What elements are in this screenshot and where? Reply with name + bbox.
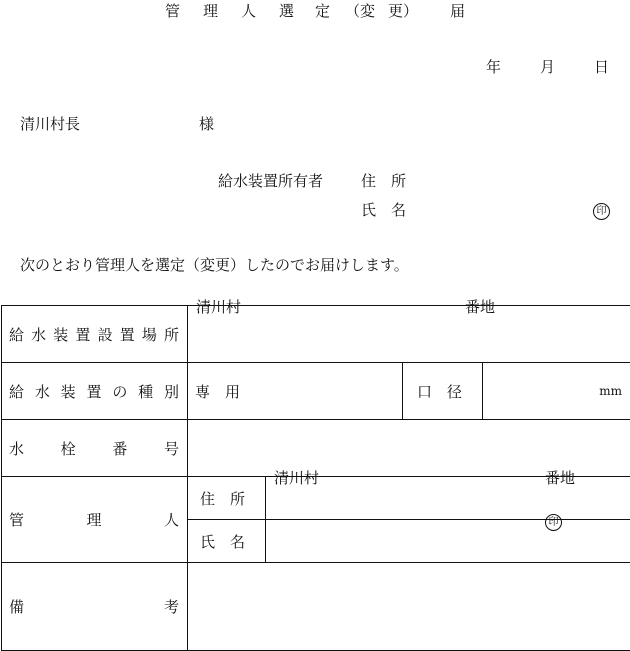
table-row: [2, 563, 630, 651]
table-row: [2, 306, 630, 363]
label-char: 人: [164, 509, 179, 530]
label-cell: [2, 420, 188, 477]
banchi-text: 番地: [465, 296, 495, 317]
village-text: 清川村: [196, 296, 241, 317]
label-char: 管: [9, 509, 24, 530]
label-cell: [2, 477, 188, 563]
manager-name-label-cell: [188, 520, 266, 563]
label-cell: [2, 363, 188, 420]
label-char: 場: [142, 324, 157, 345]
title-char: 更）: [388, 0, 418, 21]
installation-location-field[interactable]: [188, 306, 630, 363]
faucet-number-label: [2, 438, 187, 459]
manager-address-label: 住 所: [200, 490, 245, 508]
date-day: 日: [594, 56, 609, 77]
application-form-table: [1, 305, 630, 651]
owner-address-label: 住 所: [361, 170, 406, 191]
label-cell: [2, 306, 188, 363]
date-month: 月: [540, 56, 555, 77]
diameter-unit: mm: [599, 384, 622, 398]
label-char: 理: [86, 509, 101, 530]
title-char: 定: [315, 0, 330, 21]
label-char: 所: [164, 324, 179, 345]
title-char: 選: [279, 0, 294, 21]
label-char: 別: [164, 381, 179, 402]
label-char: 給: [9, 324, 24, 345]
label-char: 給: [9, 381, 24, 402]
label-char: 考: [164, 596, 179, 617]
label-char: 栓: [61, 438, 76, 459]
title-char: （変: [345, 0, 375, 21]
device-type-field[interactable]: [188, 363, 403, 420]
table-row: [2, 363, 630, 420]
label-char: 装: [53, 324, 68, 345]
seal-mark: 印: [545, 514, 562, 531]
addressee-name: 清川村長: [20, 113, 80, 134]
date-year: 年: [486, 56, 501, 77]
label-char: 装: [61, 381, 76, 402]
label-char: 設: [98, 324, 113, 345]
label-char: 置: [75, 324, 90, 345]
table-row: [2, 477, 630, 520]
manager-label: [2, 509, 187, 530]
title-char: 人: [241, 0, 256, 21]
device-type-value: 専 用: [195, 383, 240, 401]
manager-seal: [545, 511, 562, 531]
owner-name-label: 氏 名: [361, 199, 406, 220]
label-char: 置: [120, 324, 135, 345]
seal-mark: 印: [593, 203, 610, 220]
label-char: 水: [35, 381, 50, 402]
manager-address-field[interactable]: [266, 477, 630, 520]
addressee-honorific: 様: [199, 113, 214, 134]
label-cell: [2, 563, 188, 651]
manager-name-field[interactable]: [266, 520, 630, 563]
banchi-text: 番地: [545, 467, 575, 488]
manager-address-label-cell: [188, 477, 266, 520]
label-char: 置: [86, 381, 101, 402]
owner-seal: [593, 200, 610, 220]
label-char: 水: [9, 438, 24, 459]
intro-text: 次のとおり管理人を選定（変更）したのでお届けします。: [20, 254, 409, 275]
label-char: 号: [164, 438, 179, 459]
label-char: 水: [31, 324, 46, 345]
manager-name-label: 氏 名: [200, 533, 245, 551]
installation-location-label: [2, 324, 187, 345]
label-char: の: [112, 381, 127, 402]
label-char: 番: [112, 438, 127, 459]
diameter-label-cell: [403, 363, 483, 420]
remarks-field[interactable]: [188, 563, 630, 651]
diameter-label: 口 径: [417, 383, 462, 401]
title-char: 届: [450, 0, 465, 21]
diameter-field[interactable]: [483, 363, 630, 420]
title-char: 管: [165, 0, 180, 21]
title-char: 理: [203, 0, 218, 21]
remarks-label: [2, 596, 187, 617]
owner-role: 給水装置所有者: [218, 170, 323, 191]
device-type-label: [2, 381, 187, 402]
village-text: 清川村: [274, 467, 319, 488]
label-char: 種: [138, 381, 153, 402]
label-char: 備: [9, 596, 24, 617]
